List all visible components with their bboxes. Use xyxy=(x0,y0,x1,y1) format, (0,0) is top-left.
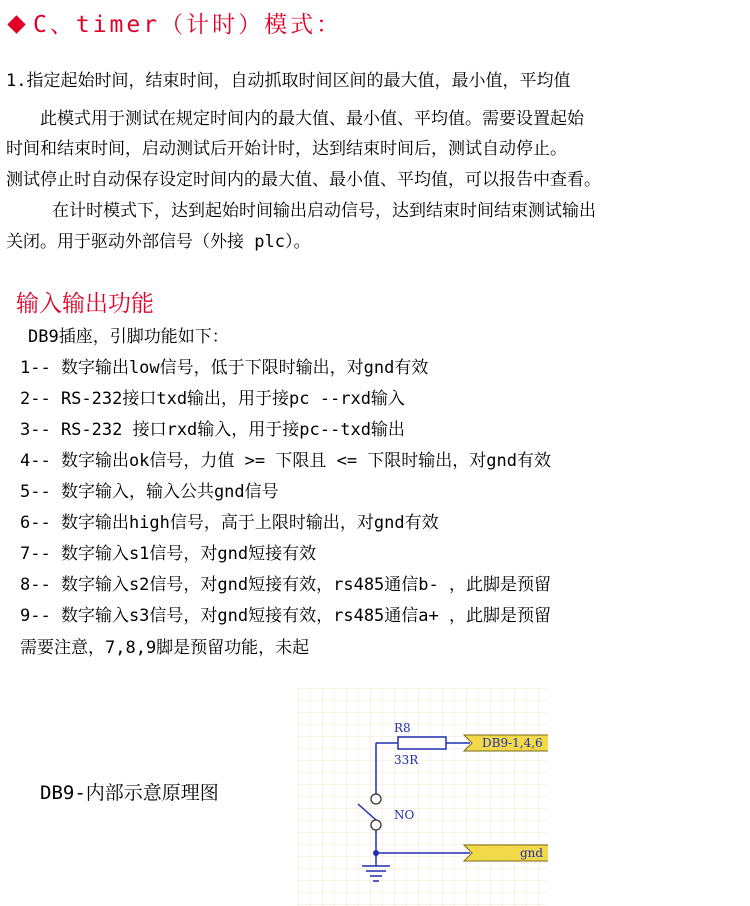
section-title: 输入输出功能 xyxy=(16,291,154,317)
net-top-label: DB9-1,4,6 xyxy=(482,736,543,750)
line-4: 测试停止时自动保存设定时间内的最大值、最小值、平均值，可以报告中查看。 xyxy=(6,170,601,190)
net-bottom-label: gnd xyxy=(520,846,544,860)
schematic-diagram xyxy=(298,688,548,906)
line-2: 此模式用于测试在规定时间内的最大值、最小值、平均值。需要设置起始 xyxy=(40,109,584,129)
schematic-caption: DB9-内部示意原理图 xyxy=(40,782,219,804)
pin-item: 5-- 数字输入，输入公共gnd信号 xyxy=(20,482,279,502)
pin-item: 9-- 数字输入s3信号，对gnd短接有效，rs485通信a+ ，此脚是预留 xyxy=(20,606,551,626)
resistor-ref-label: R8 xyxy=(394,721,411,735)
junction-dot xyxy=(373,850,379,856)
pin-item: 4-- 数字输出ok信号，力值 >= 下限且 <= 下限时输出，对gnd有效 xyxy=(20,451,551,471)
line-5: 在计时模式下，达到起始时间输出启动信号，达到结束时间结束测试输出 xyxy=(52,201,596,221)
line-1: 1.指定起始时间，结束时间，自动抓取时间区间的最大值，最小值，平均值 xyxy=(6,71,571,91)
pin-item: 2-- RS-232接口txd输出，用于接pc --rxd输入 xyxy=(20,389,405,409)
resistor-value-label: 33R xyxy=(394,753,419,767)
mode-heading-text: C、timer（计时）模式： xyxy=(33,12,343,38)
line-3: 时间和结束时间，启动测试后开始计时，达到结束时间后，测试自动停止。 xyxy=(6,139,567,159)
diamond-bullet-icon xyxy=(7,15,25,33)
line-6: 关闭。用于驱动外部信号（外接 plc）。 xyxy=(6,232,311,252)
db9-intro: DB9插座，引脚功能如下： xyxy=(28,327,229,347)
pin-item: 6-- 数字输出high信号，高于上限时输出，对gnd有效 xyxy=(20,513,439,533)
pin-item: 3-- RS-232 接口rxd输入，用于接pc--txd输出 xyxy=(20,420,405,440)
resistor-symbol xyxy=(398,737,446,749)
switch-label: NO xyxy=(394,808,415,822)
pin-item: 7-- 数字输入s1信号，对gnd短接有效 xyxy=(20,544,317,564)
pin-item: 1-- 数字输出low信号，低于下限时输出，对gnd有效 xyxy=(20,358,429,378)
reserved-note: 需要注意，7,8,9脚是预留功能，未起 xyxy=(20,638,310,658)
pin-item: 8-- 数字输入s2信号，对gnd短接有效，rs485通信b- ，此脚是预留 xyxy=(20,575,551,595)
schematic-grid xyxy=(298,688,548,906)
mode-heading xyxy=(4,6,342,39)
switch-contact-bottom xyxy=(371,820,381,830)
switch-contact-top xyxy=(371,794,381,804)
